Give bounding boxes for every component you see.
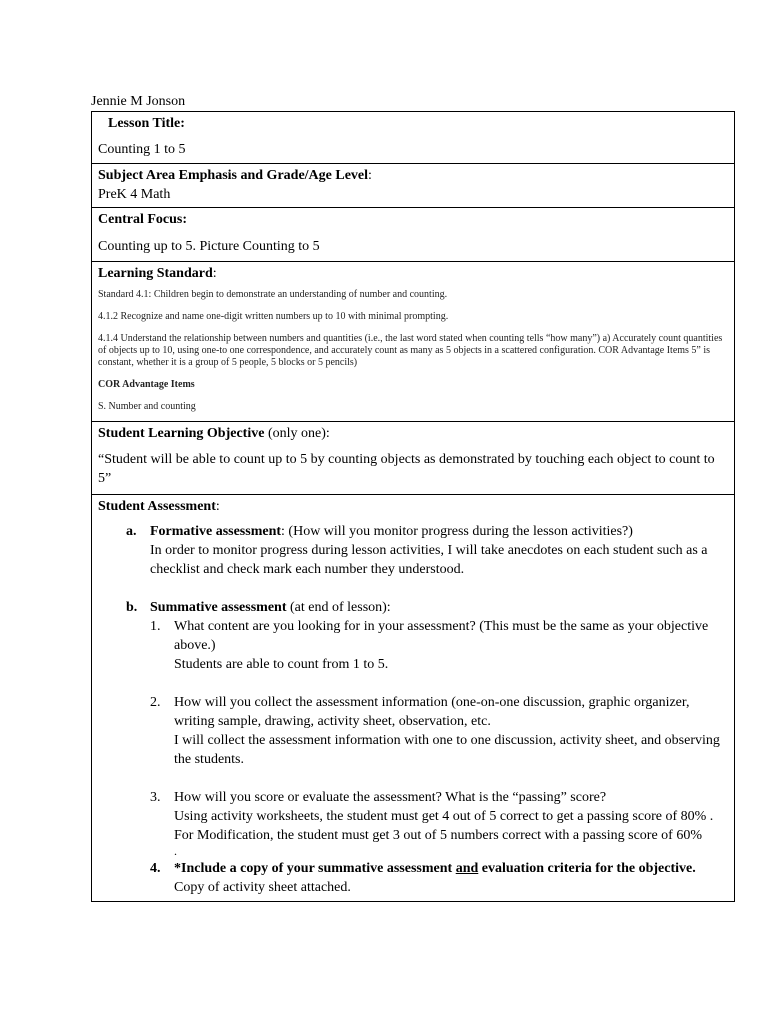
summative-note: (at end of lesson): [286, 600, 391, 615]
formative-answer: In order to monitor progress during lesson activities, I will take anecdotes on each student such as a checklist and check mark each number they understood. [150, 543, 708, 577]
assessment-heading [98, 497, 728, 516]
summative-questions [150, 617, 728, 897]
standard-item: 4.1.4 Understand the relationship between numbers and quantities (i.e., the last word stated when counting tells “how many”) a) Accurately count quantities of objects up to 10, using one-to one correspondence, and accurately count as many as 5 objects in a scattered configuration. COR Advantage Items 5” is constant, whether it is a group of 5 people, 5 blocks or 5 pencils) [98, 333, 723, 368]
cor-advantage-value: S. Number and counting [98, 401, 196, 412]
summative-marker: b. [126, 600, 138, 615]
learning-standard-row [92, 262, 735, 422]
central-focus-row [92, 208, 735, 262]
standard-item: Standard 4.1: Children begin to demonstrate an understanding of number and counting. [98, 289, 448, 300]
subject-value: PreK 4 Math [98, 187, 171, 202]
subject-heading [98, 166, 728, 185]
item4-text-part1: *Include a copy of your summative assessment [174, 861, 456, 876]
question-number: 3. [150, 790, 161, 805]
assessment-label: Student Assessment [98, 499, 216, 514]
lesson-title-value: Counting 1 to 5 [98, 142, 186, 157]
author-name: Jennie M Jonson [91, 94, 186, 109]
question-number: 4. [150, 861, 161, 876]
trailing-period: . [174, 844, 177, 858]
central-focus-label: Central Focus: [98, 212, 188, 227]
question-text: How will you collect the assessment information (one-on-one discussion, graphic organizer, writing sample, drawing, activity sheet, observation, etc. [174, 695, 690, 729]
question-number: 2. [150, 695, 161, 710]
summative-section [98, 598, 728, 897]
question-answer: Using activity worksheets, the student must get 4 out of 5 correct to get a passing score of 80% . For Modification, the student must get 3 out of 5 numbers correct with a passing score of 60% [174, 809, 714, 843]
objective-value: “Student will be able to count up to 5 by counting objects as demonstrated by touching each object to count to 5” [98, 452, 715, 486]
question-text [174, 859, 728, 878]
question-answer: I will collect the assessment information with one to one discussion, activity sheet, and observing the students. [174, 733, 720, 767]
item4-text-part3: evaluation criteria for the objective. [478, 861, 696, 876]
question-number: 1. [150, 619, 161, 634]
subject-colon: : [368, 168, 372, 183]
summative-question-item [150, 788, 728, 857]
summative-heading [150, 598, 728, 617]
objective-note: (only one): [264, 426, 330, 441]
formative-label: Formative assessment [150, 524, 282, 539]
learning-standard-colon: : [212, 266, 217, 281]
learning-standard-label: Learning Standard [98, 266, 213, 281]
formative-heading [150, 522, 728, 541]
summative-question-item [150, 859, 728, 897]
formative-question: : (How will you monitor progress during the lesson activities?) [281, 524, 633, 539]
summative-question-item [150, 693, 728, 769]
question-answer: Copy of activity sheet attached. [174, 880, 351, 895]
summative-label: Summative assessment [150, 600, 287, 615]
assessment-colon: : [215, 499, 220, 514]
assessment-row [92, 495, 735, 902]
lesson-plan-table [91, 111, 735, 902]
objective-label: Student Learning Objective [98, 426, 265, 441]
question-text: How will you score or evaluate the assessment? What is the “passing” score? [174, 790, 607, 805]
lesson-title-row [92, 112, 735, 164]
objective-row [92, 422, 735, 495]
assessment-list [98, 522, 728, 897]
question-answer: Students are able to count from 1 to 5. [174, 657, 389, 672]
formative-section [98, 522, 728, 579]
lesson-title-label: Lesson Title: [108, 116, 185, 131]
subject-label: Subject Area Emphasis and Grade/Age Level [98, 168, 369, 183]
formative-marker: a. [126, 524, 137, 539]
cor-advantage-label: COR Advantage Items [98, 379, 195, 390]
item4-text-underlined: and [455, 861, 479, 876]
objective-heading [98, 424, 728, 443]
subject-row [92, 164, 735, 208]
standard-item: 4.1.2 Recognize and name one-digit written numbers up to 10 with minimal prompting. [98, 311, 449, 322]
central-focus-value: Counting up to 5. Picture Counting to 5 [98, 239, 320, 254]
learning-standard-heading [98, 264, 728, 283]
question-text: What content are you looking for in your assessment? (This must be the same as your objective above.) [174, 619, 709, 653]
summative-question-item [150, 617, 728, 674]
